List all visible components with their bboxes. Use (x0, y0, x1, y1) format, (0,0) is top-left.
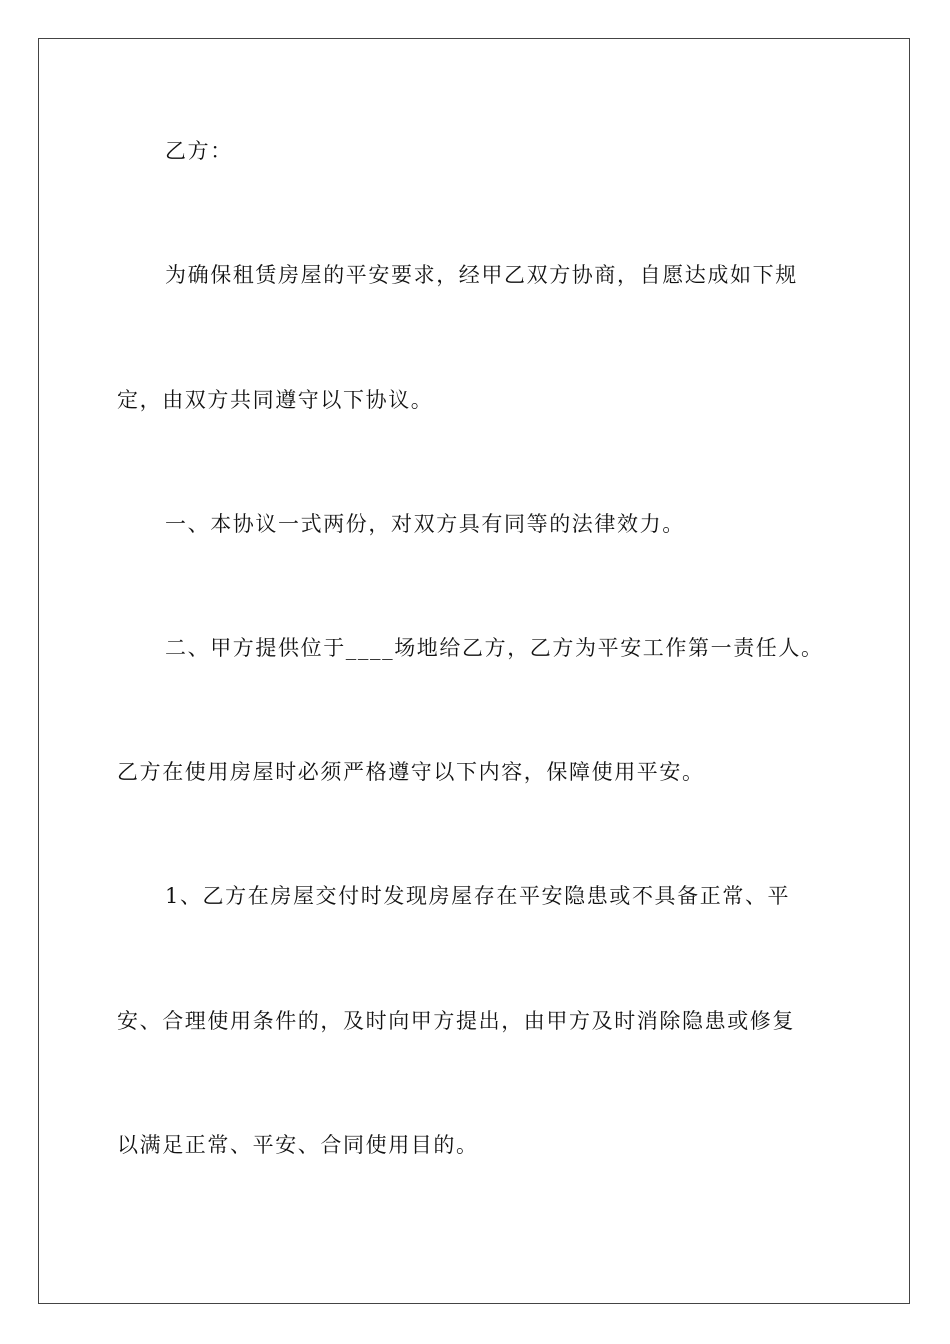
item-one-line-1: 1、乙方在房屋交付时发现房屋存在平安隐患或不具备正常、平 (165, 884, 791, 908)
clause-two-line-2: 乙方在使用房屋时必须严格遵守以下内容，保障使用平安。 (117, 760, 705, 784)
clause-two-line-1: 二、甲方提供位于____场地给乙方，乙方为平安工作第一责任人。 (165, 636, 824, 660)
page-frame (38, 38, 910, 1304)
intro-paragraph-line-2: 定，由双方共同遵守以下协议。 (117, 388, 434, 412)
clause-one: 一、本协议一式两份，对双方具有同等的法律效力。 (165, 512, 685, 536)
item-one-line-2: 安、合理使用条件的，及时向甲方提出，由甲方及时消除隐患或修复 (117, 1009, 795, 1033)
item-one-line-3: 以满足正常、平安、合同使用目的。 (117, 1133, 479, 1157)
intro-paragraph-line-1: 为确保租赁房屋的平安要求，经甲乙双方协商，自愿达成如下规 (165, 263, 798, 287)
party-b-label: 乙方： (165, 139, 233, 163)
